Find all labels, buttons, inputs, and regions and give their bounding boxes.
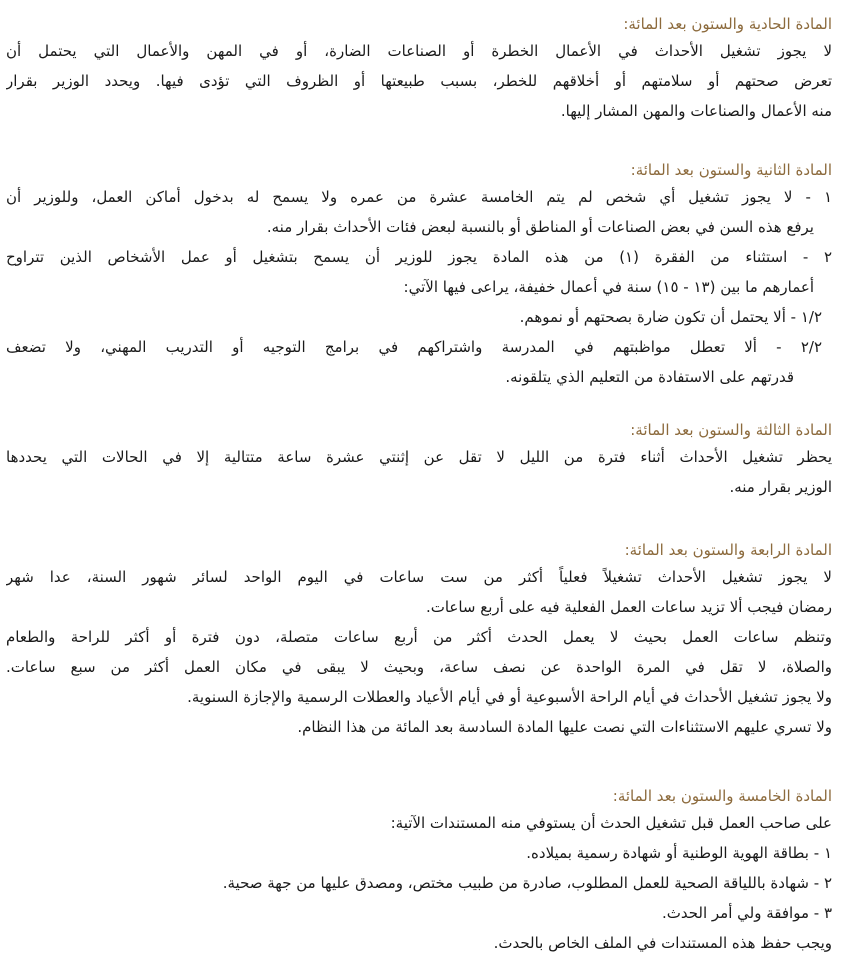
article-line: على صاحب العمل قبل تشغيل الحدث أن يستوفي منه المستندات الآتية:	[390, 814, 832, 832]
article-list-item: ١ - بطاقة الهوية الوطنية أو شهادة رسمية بميلاده.	[526, 844, 832, 862]
article-heading: المادة الرابعة والستون بعد المائة:	[624, 541, 832, 559]
article-heading: المادة الثالثة والستون بعد المائة:	[630, 421, 832, 439]
article-165	[6, 784, 832, 958]
article-line: وتنظم ساعات العمل بحيث لا يعمل الحدث أكثر من أربع ساعات متصلة، دون فترة أو أكثر للراحة والطعام	[6, 628, 832, 646]
article-line: ويجب حفظ هذه المستندات في الملف الخاص بالحدث.	[493, 934, 832, 952]
article-heading: المادة الخامسة والستون بعد المائة:	[612, 787, 832, 805]
article-list-item: ٢ - شهادة باللياقة الصحية للعمل المطلوب، صادرة من طبيب مختص، ومصدق عليها من جهة صحية.	[222, 874, 832, 892]
article-subclause-continuation: قدرتهم على الاستفادة من التعليم الذي يتلقونه.	[505, 368, 794, 386]
article-clause-continuation: أعمارهم ما بين (١٣ - ١٥) سنة في أعمال خفيفة، يراعى فيها الآتي:	[403, 278, 814, 296]
article-line: لا يجوز تشغيل الأحداث تشغيلاً فعلياً أكثر من ست ساعات في اليوم الواحد لسائر شهور السنة، عدا شهر	[6, 568, 832, 586]
article-list-item: ٣ - موافقة ولي أمر الحدث.	[661, 904, 832, 922]
article-line: الوزير بقرار منه.	[729, 478, 832, 496]
article-163	[6, 418, 832, 502]
article-clause-continuation: يرفع هذه السن في بعض الصناعات أو المناطق أو بالنسبة لبعض فئات الأحداث بقرار منه.	[266, 218, 814, 236]
article-subclause: ٢/٢ - ألا تعطل مواظبتهم في المدرسة واشتراكهم في برامج التوجيه أو التدريب المهني، ولا تضعف	[6, 338, 822, 356]
article-161	[6, 12, 832, 126]
article-subclause: ١/٢ - ألا يحتمل أن تكون ضارة بصحتهم أو نموهم.	[519, 308, 822, 326]
article-line: تعرض صحتهم أو سلامتهم أو أخلاقهم للخطر، بسبب طبيعتها أو الظروف التي تؤدى فيها. ويحدد الوزير بقرار	[6, 72, 832, 90]
article-clause: ٢ - استثناء من الفقرة (١) من هذه المادة يجوز للوزير أن يسمح بتشغيل أو عمل الأشخاص الذين تتراوح	[6, 248, 832, 266]
article-line: والصلاة، لا تقل في المرة الواحدة عن نصف ساعة، وبحيث لا يبقى في مكان العمل أكثر من سبع ساعات.	[6, 658, 832, 676]
article-line: يحظر تشغيل الأحداث أثناء فترة من الليل لا تقل عن إثنتي عشرة ساعة متتالية إلا في الحالات التي يحددها	[6, 448, 832, 466]
article-heading: المادة الحادية والستون بعد المائة:	[623, 15, 832, 33]
article-line: منه الأعمال والصناعات والمهن المشار إليها.	[560, 102, 832, 120]
article-heading: المادة الثانية والستون بعد المائة:	[630, 161, 832, 179]
article-line: ولا تسري عليهم الاستثناءات التي نصت عليها المادة السادسة بعد المائة من هذا النظام.	[297, 718, 832, 736]
article-164	[6, 538, 832, 742]
article-clause: ١ - لا يجوز تشغيل أي شخص لم يتم الخامسة عشرة من عمره ولا يسمح له بدخول أماكن العمل، وللوزير أن	[6, 188, 832, 206]
article-line: ولا يجوز تشغيل الأحداث في أيام الراحة الأسبوعية أو في أيام الأعياد والعطلات الرسمية والإجازة السنوية.	[187, 688, 832, 706]
article-line: لا يجوز تشغيل الأحداث في الأعمال الخطرة أو الصناعات الضارة، أو في المهن والأعمال التي يحتمل أن	[6, 42, 832, 60]
article-line: رمضان فيجب ألا تزيد ساعات العمل الفعلية فيه على أربع ساعات.	[425, 598, 832, 616]
article-162	[6, 158, 832, 392]
